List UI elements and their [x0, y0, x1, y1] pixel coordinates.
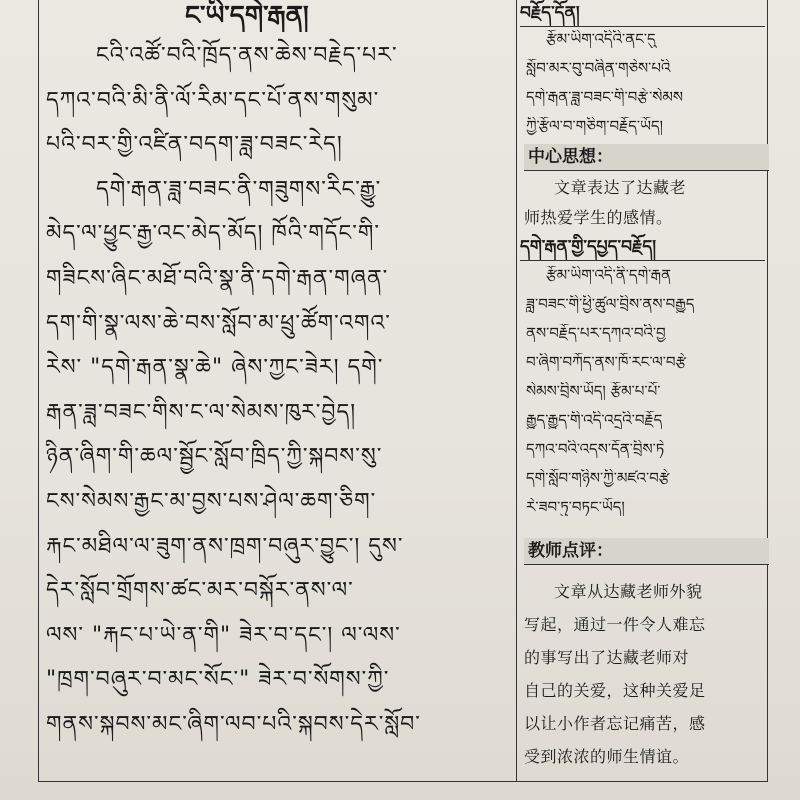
essay-line: དག་གི་སྣ་ལས་ཆེ་བས་སློབ་མ་ཕྲུ་ཚོག་འགའ་ [46, 310, 391, 336]
essay-line: རྒན་ཟླ་བཟང་གིས་ང་ལ་སེམས་ཁུར་བྱེད། [46, 399, 357, 425]
essay-line: དགེ་རྒན་ཟླ་བཟང་ནི་གཟུགས་རིང་རྒྱུ་ [96, 176, 382, 202]
essay-line: གནས་སྐབས་མང་ཞིག་ལབ་པའི་སྐབས་དེར་སློབ་ [46, 711, 421, 737]
sidebar-teacher-comment-line: 写起，通过一件令人难忘 [524, 615, 706, 634]
essay-line: རྐང་མཐིལ་ལ་ཟུག་ནས་ཁྲག་བཞུར་བྱུང་། དུས་ [46, 533, 404, 559]
sidebar-teacher-comment-line: 以让小作者忘记痛苦，感 [524, 714, 706, 733]
essay-line: "ཁྲག་བཞུར་བ་མང་སོང་" ཟེར་བ་སོགས་ཀྱི་ [46, 667, 390, 693]
essay-line: རེས་ "དགེ་རྒན་སྣ་ཆེ" ཞེས་ཀྱང་ཟེར། དགེ་ [46, 355, 384, 381]
sidebar-teacher-comment-line: 自己的关爱，这种关爱足 [524, 681, 706, 700]
sidebar-heading-teacher-comment-tibetan: དགེ་རྒན་གྱི་དཔྱད་བརྗོད། [520, 234, 765, 261]
sidebar-teacher-comment-line: 受到浓浓的师生情谊。 [524, 747, 690, 766]
essay-line: ངའི་འཚོ་བའི་ཁྲོད་ནས་ཆེས་བརྗེད་པར་ [96, 43, 398, 68]
essay-body [46, 34, 514, 748]
frame-right-border [767, 0, 768, 782]
essay-title: ང་ཡི་དགེ་རྒན། [185, 1, 309, 31]
sidebar-teacher-comment-line: 文章从达藏老师外貌 [554, 582, 703, 601]
sidebar-comment-tibetan-line: རེ་ཟབ་ཏུ་བཏང་ཡོད། [526, 498, 625, 516]
essay-line: མེད་ལ་ཕྱུང་རྒྱ་འང་མེད་མོད། ཁོའི་གདོང་གི་ [46, 221, 380, 247]
essay-line: ལས་ "རྐང་པ་ཡེ་ན་གི" ཟེར་བ་དང་། ལ་ལས་ [46, 622, 401, 648]
essay-line: ངས་སེམས་རྒྱང་མ་བྱས་པས་ཤེལ་ཆག་ཅིག་ [46, 488, 377, 514]
sidebar-heading-teacher-comment: 教师点评： [524, 538, 769, 565]
essay-line: ཉིན་ཞིག་གི་ཆལ་སྦྱོང་སློབ་ཁྲིད་ཀྱི་སྐབས་སུ་ [46, 444, 383, 470]
sidebar-comment-tibetan-line: བ་ཞིག་བཀོད་ནས་ཁོ་རང་ལ་བརྩེ [526, 353, 687, 371]
sidebar-heading-central-idea: 中心思想： [524, 144, 769, 171]
essay-line: པའི་བར་གྱི་འཛིན་བདག་ཟླ་བཟང་རེད། [46, 132, 343, 158]
sidebar-central-idea-line: 师热爱学生的感情。 [524, 208, 673, 227]
sidebar-teacher-comment-line: 的事写出了达藏老师对 [524, 648, 690, 667]
column-divider [516, 0, 517, 782]
essay-line: གཟིངས་ཞིང་མཐོ་བའི་སྣ་ནི་དགེ་རྒན་གཞན་ [46, 265, 389, 291]
sidebar-summary-line: སློབ་མར་བུ་བཞིན་གཅེས་པའི [526, 59, 671, 77]
sidebar-comment-tibetan-line: ནས་བརྗོད་པར་དཀའ་བའི་བྱ [526, 324, 666, 342]
frame-bottom-border [38, 781, 768, 782]
frame-left-border [38, 0, 39, 782]
sidebar-comment-tibetan-line: ཟླ་བཟང་གི་ཕྱི་ཚུལ་བྲིས་ནས་བརྒྱུད [526, 295, 695, 313]
sidebar-comment-tibetan-line: རྩོམ་ཡིག་འདི་ནི་དགེ་རྒན [546, 266, 672, 284]
sidebar-comment-tibetan-line: སེམས་བྲིས་ཡོད། རྩོམ་པ་པོ་ [526, 382, 661, 400]
sidebar-central-idea-line: 文章表达了达藏老 [554, 178, 687, 197]
essay-line: དཀའ་བའི་མི་ནི་ལོ་རིམ་དང་པོ་ནས་གསུམ་ [46, 87, 380, 113]
sidebar-comment-tibetan-line: རྒྱུད་རྒྱུད་གི་འདི་འདྲའི་བརྗོད [526, 411, 663, 429]
sidebar-heading-summary-tibetan: བརྗོད་དོན། [520, 0, 765, 27]
sidebar-comment-tibetan-line: དགེ་སློབ་གཉིས་ཀྱི་མཛའ་བརྩེ [526, 469, 670, 487]
sidebar-summary-line: ཀྱི་རྩོལ་བ་གཅིག་བརྗོད་ཡོད། [526, 117, 663, 135]
sidebar-comment-tibetan-line: དཀའ་བའི་འདས་དོན་བྲིས་ཏེ [526, 440, 665, 458]
sidebar-summary-line: དགེ་རྒན་ཟླ་བཟང་གི་བརྩེ་སེམས [526, 88, 684, 106]
essay-line: དེར་སློབ་གྲོགས་ཚང་མར་བསྐོར་ནས་ལ་ [46, 578, 354, 604]
sidebar-summary-line: རྩོམ་ཡིག་འདིའི་ནང་དུ [546, 30, 656, 48]
